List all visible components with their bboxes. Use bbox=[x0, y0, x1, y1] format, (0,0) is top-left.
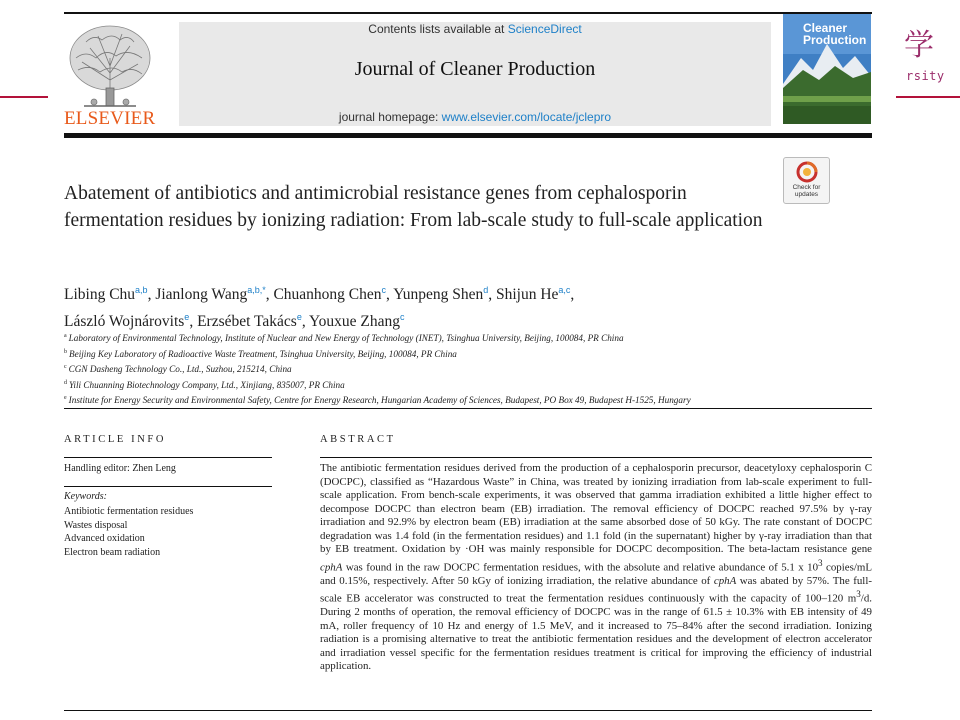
abstract-heading: ABSTRACT bbox=[320, 434, 396, 445]
abstract-rule bbox=[320, 457, 872, 458]
affiliation-item bbox=[64, 392, 864, 408]
author-affiliation-marker[interactable]: d bbox=[483, 285, 489, 295]
affiliation-letter: c bbox=[64, 364, 67, 371]
affiliation-letter: e bbox=[64, 395, 67, 402]
author-separator: , bbox=[488, 286, 496, 304]
author-name[interactable]: Youxue Zhang bbox=[309, 313, 401, 331]
slide-accent-line-left bbox=[0, 96, 48, 98]
article-info-rule bbox=[64, 457, 272, 458]
university-logo-glyph: 学 bbox=[904, 28, 934, 63]
author-separator: , bbox=[301, 313, 310, 331]
author-name[interactable]: Shijun He bbox=[495, 286, 559, 304]
journal-cover-image bbox=[783, 14, 871, 124]
author-list bbox=[64, 279, 744, 333]
affiliation-letter: b bbox=[64, 348, 67, 355]
abstract-bottom-rule bbox=[64, 710, 872, 711]
author-affiliation-marker[interactable]: a,c bbox=[558, 285, 571, 295]
affiliation-item bbox=[64, 330, 864, 346]
cover-title: Cleaner Production bbox=[803, 21, 867, 47]
slide-accent-line-right bbox=[896, 96, 960, 98]
author-separator: , bbox=[265, 286, 274, 304]
sciencedirect-link[interactable]: ScienceDirect bbox=[507, 22, 582, 36]
journal-homepage-link[interactable]: www.elsevier.com/locate/jclepro bbox=[441, 110, 612, 124]
header-top-rule bbox=[64, 12, 872, 14]
affiliation-text: Yili Chuanning Biotechnology Company, Ltd., Xinjiang, 835007, PR China bbox=[69, 379, 345, 390]
publisher-name: ELSEVIER bbox=[64, 108, 156, 129]
author-name[interactable]: László Wojnárovits bbox=[64, 313, 185, 331]
affiliation-text: Laboratory of Environmental Technology, Institute of Nuclear and New Energy of Technology (INET), Tsinghua University, Beijing, 100084, PR China bbox=[68, 333, 624, 344]
journal-title: Journal of Cleaner Production bbox=[354, 58, 596, 80]
university-logo-text: rsity bbox=[906, 69, 945, 83]
keyword-item: Antibiotic fermentation residues bbox=[64, 506, 194, 517]
author-name[interactable]: Erzsébet Takács bbox=[197, 313, 297, 331]
author-affiliation-marker[interactable]: a,b bbox=[135, 285, 148, 295]
keyword-list bbox=[64, 505, 193, 559]
affiliation-item bbox=[64, 361, 864, 377]
affiliation-letter: a bbox=[64, 333, 67, 339]
author-affiliation-marker[interactable]: c bbox=[400, 312, 405, 323]
affiliation-text: Institute for Energy Security and Environmental Safety, Centre for Energy Research, Hungarian Academy of Sciences, Budapest, PO Box 49, Budapest H-1525, Hungary bbox=[68, 395, 691, 406]
check-for-updates-icon bbox=[796, 161, 818, 183]
contents-prefix: Contents lists available at bbox=[368, 22, 508, 36]
affiliation-list bbox=[64, 330, 864, 408]
keyword-item: Advanced oxidation bbox=[64, 533, 145, 544]
check-for-updates-label: Check for updates bbox=[792, 184, 821, 198]
author-affiliation-marker[interactable]: a,b,* bbox=[247, 285, 266, 295]
keywords-heading: Keywords: bbox=[64, 491, 107, 502]
affiliation-text: Beijing Key Laboratory of Radioactive Waste Treatment, Tsinghua University, Beijing, 100084, PR China bbox=[69, 348, 457, 359]
article-info-heading: ARTICLE INFO bbox=[64, 434, 167, 445]
author-name[interactable]: Libing Chu bbox=[64, 286, 136, 304]
article-info-rule-2 bbox=[64, 486, 272, 487]
abstract-text: The antibiotic fermentation residues derived from the production of a cephalosporin precursor, deacetyloxy cephalosporin C (DOCPC), classified as “Hazardous Waste” in China, was treated by ionizing irradiation from lab-scale experiment to full-scale application. From bench-scale experiments, it was observed that gamma irradiation exhibited a little higher effect to decompose DOCPC than electron beam (EB) irradiation. The removal efficiency of DOCPC reached 97.5% by γ-ray irradiation and 92.9% by electron beam (EB) irradiation at the same absorbed dose of 50 kGy. The rate constant of DOCPC degradation was 1.4 fold (in the fermentation residues) and 1.1 fold (in the supernatant) higher by γ-ray irradiation than that by EB treatment. Oxidation by ·OH was mainly responsible for DOCPC decomposition. The beta-lactam resistance gene cphA was found in the raw DOCPC fermentation residues, with the absolute and relative abundance of 5.1 x $10^3$ copies/mL and 0.15%, respectively. After 50 kGy of ionizing irradiation, the relative abundance of cphA was abated by 57%. The full-scale EB accelerator was constructed to treat the fermentation residues continuously with the capacity of 100–120 $m^3/d$. During 2 months of operation, the removal efficiency of DOCPC was in the range of 61.5 ± 10.3% with EB intensity of 49 mA, roller frequency of 10 Hz and energy of 1.5 MeV, and it increased to 75–84% after the second irradiation. Ionizing radiation is a promising alternative to treat the antibiotic fermentation residues and the development of electron accelerator and irradiation vessel specific for the fermentation residues treatment is critical for improving the efficiency of industrial application. bbox=[320, 462, 872, 673]
author-separator: , bbox=[386, 286, 394, 304]
paper-title: Abatement of antibiotics and antimicrobial resistance genes from cephalosporin fermentation residues by ionizing radiation: From lab-scale study to full-scale application bbox=[64, 183, 763, 231]
homepage-line bbox=[179, 110, 771, 124]
author-name[interactable]: Chuanhong Chen bbox=[273, 286, 382, 304]
check-for-updates-button[interactable] bbox=[783, 157, 830, 204]
handling-editor: Handling editor: Zhen Leng bbox=[64, 463, 176, 474]
contents-line bbox=[179, 22, 771, 36]
affiliation-rule bbox=[64, 408, 872, 409]
author-affiliation-marker[interactable]: e bbox=[184, 312, 190, 323]
affiliation-text: CGN Dasheng Technology Co., Ltd., Suzhou, 215214, China bbox=[68, 364, 292, 375]
journal-banner bbox=[179, 22, 771, 126]
author-separator: , bbox=[189, 313, 198, 331]
author-name[interactable]: Jianlong Wang bbox=[155, 286, 248, 304]
author-separator: , bbox=[147, 286, 156, 304]
keyword-item: Electron beam radiation bbox=[64, 546, 161, 558]
author-affiliation-marker[interactable]: e bbox=[296, 312, 302, 323]
affiliation-item bbox=[64, 346, 864, 362]
author-separator: , bbox=[570, 286, 575, 304]
keyword-item: Wastes disposal bbox=[64, 519, 128, 531]
author-affiliation-marker[interactable]: c bbox=[381, 285, 387, 295]
affiliation-letter: d bbox=[64, 379, 67, 386]
affiliation-item bbox=[64, 377, 864, 393]
author-name[interactable]: Yunpeng Shen bbox=[393, 286, 484, 304]
homepage-prefix: journal homepage: bbox=[338, 110, 442, 124]
header-bottom-rule bbox=[64, 133, 872, 138]
